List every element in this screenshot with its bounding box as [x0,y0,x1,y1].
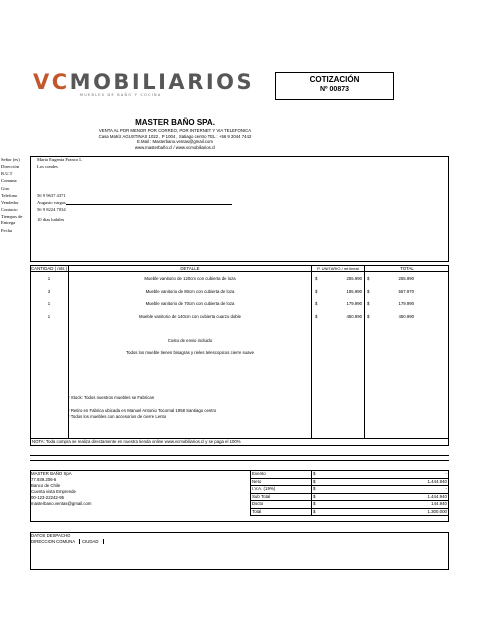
company-email: E.Mail : Masterbano.ventas@gmail.com [136,139,213,144]
totals-label: I.V.A. (19%) [251,486,312,494]
separator-line [30,460,449,461]
totals-row [251,478,449,486]
item-total: 255.990 [398,276,414,281]
currency-sign: $ [367,289,370,294]
totals-row [251,501,449,509]
item-detail: Mueble vanitorio de 70cm con cubierta de loza [145,301,235,306]
field-value: Maria Eugenia Franco L [37,157,83,162]
item-total: 450.990 [398,314,414,319]
item-detail: Mueble vanitorio de 80cm con cubierta de loza [145,289,235,294]
pickup-note: * Retiro en Fabrica ubicada en Manuel Antonio Tocornal 1958 Santiago centro [68,408,217,413]
item-unit-price: 450.990 [346,314,362,319]
quote-title: COTIZACIÓN [309,75,360,84]
currency-sign: $ [367,314,370,319]
header-unit-price: P. UNITARIO / mt lineal [317,266,359,271]
company-logo [33,72,254,93]
bank-email: masterbano.ventas@gmail.com [31,501,92,506]
item-unit-price: 179.990 [346,301,362,306]
field-label: Señor (es) [1,157,20,162]
totals-label: Sub Total [251,493,312,501]
shipping-city-label: CIUDAD [82,539,99,544]
company-line: Casa Matriz AGUSTINAS 1022 , P 1004 , Satiago centro TEL : +56 9 2044 7442 [98,133,252,139]
field-value: 10 dias habiles [37,217,65,222]
totals-row [251,486,449,494]
totals-value: 1.300.000 [326,508,449,516]
currency-sign: $ [312,486,326,494]
shipping-note: Costo de envio incluido [167,338,213,343]
totals-value: 1.444.940 [326,493,449,501]
currency-sign: $ [312,471,326,479]
field-label: Comuna [1,178,17,183]
shipping-section [30,532,449,570]
field-label: Fecha [1,228,12,233]
company-line: VENTA AL POR MENOR POR CORREO, POR INTERNET Y VIA TELEFONICA [98,128,252,133]
totals-value: - [326,486,449,494]
item-unit-price: 185.990 [346,289,362,294]
item-qty: 3 [47,289,51,294]
field-label: Vendedor [1,200,19,205]
currency-sign: $ [315,289,318,294]
item-qty: 1 [47,301,51,306]
currency-sign: $ [312,501,326,509]
currency-sign: $ [367,301,370,306]
item-unit-price: 255.990 [346,276,362,281]
shipping-title: DATOS DESPACHO [31,533,71,538]
currency-sign: $ [315,276,318,281]
item-detail: Mueble vanitorio de 140cm con cubierta cuarzo doble [139,314,241,319]
totals-value: 1.444.940 [326,478,449,486]
company-name: MASTER BAÑO SPA. [135,118,215,127]
field-label: Giro [1,186,10,191]
item-qty: 1 [47,314,51,319]
shipping-address-label: DIRECCION [31,539,56,544]
totals-label: Neto [251,478,312,486]
field-label: Dirección [1,164,20,169]
logo-tagline: MUEBLES DE BAÑO Y COCINA [80,93,162,97]
item-qty: 1 [47,276,51,281]
field-label: R.U.T [1,171,13,176]
totals-value: 144.940 [326,501,449,509]
company-info [30,118,320,150]
currency-sign: $ [367,276,370,281]
totals-label: Total [251,508,312,516]
totals-row [251,508,449,516]
totals-table [250,470,449,516]
field-value: 56 9 8224 7034 [37,207,66,212]
currency-sign: $ [312,478,326,486]
bank-account-number: 00-123-22242-95 [31,495,64,500]
vendor-underline [66,204,232,205]
quote-box [275,72,394,100]
currency-sign: $ [312,508,326,516]
currency-sign: $ [315,301,318,306]
totals-row [251,471,449,479]
client-section [30,156,449,262]
column-divider [311,265,312,439]
column-divider [364,265,365,439]
field-divider [103,539,104,544]
field-label: Contacto [1,207,18,212]
field-label: Entrega [1,220,16,225]
field-value: Los condes [37,164,58,169]
item-total: 557.970 [398,289,414,294]
company-web: www.masterbaño.cl / www.vcmobiliarios.cl [134,144,216,150]
field-divider [79,539,80,544]
field-value: 56 9 9637 4371 [37,193,66,198]
shipping-commune-label: COMUNA [56,539,76,544]
item-total: 179.990 [398,301,414,306]
header-quantity: CANTIDAD ( mts ) [31,266,68,271]
totals-row [251,493,449,501]
bank-holder: MASTER BAÑO SpA [31,471,72,476]
totals-value: - [326,471,449,479]
bank-rut: 77.939.206-6 [31,477,57,482]
field-label: Telefono [1,193,18,198]
purchase-note: NOTA: Toda compra se realiza directamente en nuestra tienda online www.vcmobiliarios.cl y se paga el 100% [30,439,449,446]
header-total: TOTAL [400,266,414,271]
totals-label: Exento [251,471,312,479]
item-detail: Mueble vanitorio de 120cm con cubierta de loza [144,276,236,281]
separator-line [30,455,449,456]
logo-main: MOBILIARIOS [69,70,255,94]
field-label: Tiempos de [1,214,23,219]
bank-account-type: Cuenta vista Emprende [31,489,76,494]
stock-note: * Stock: Todos nuestros muebles se Fabrican [68,395,155,400]
field-value: Augusto vargas [37,200,66,205]
hinges-note: Todos los mueble tienen bisagras y rieles telescopicos cierre suave [125,350,255,355]
header-detail: DETALLE [180,266,200,271]
logo-accent: VC [33,70,70,94]
quote-number: Nº 00873 [319,86,350,93]
currency-sign: $ [312,493,326,501]
currency-sign: $ [315,314,318,319]
closing-note: * Todos los muebles con accesorios de cierre Lento [68,414,167,419]
bank-name: Banco de Chile [31,483,61,488]
totals-label: Dscto [251,501,312,509]
